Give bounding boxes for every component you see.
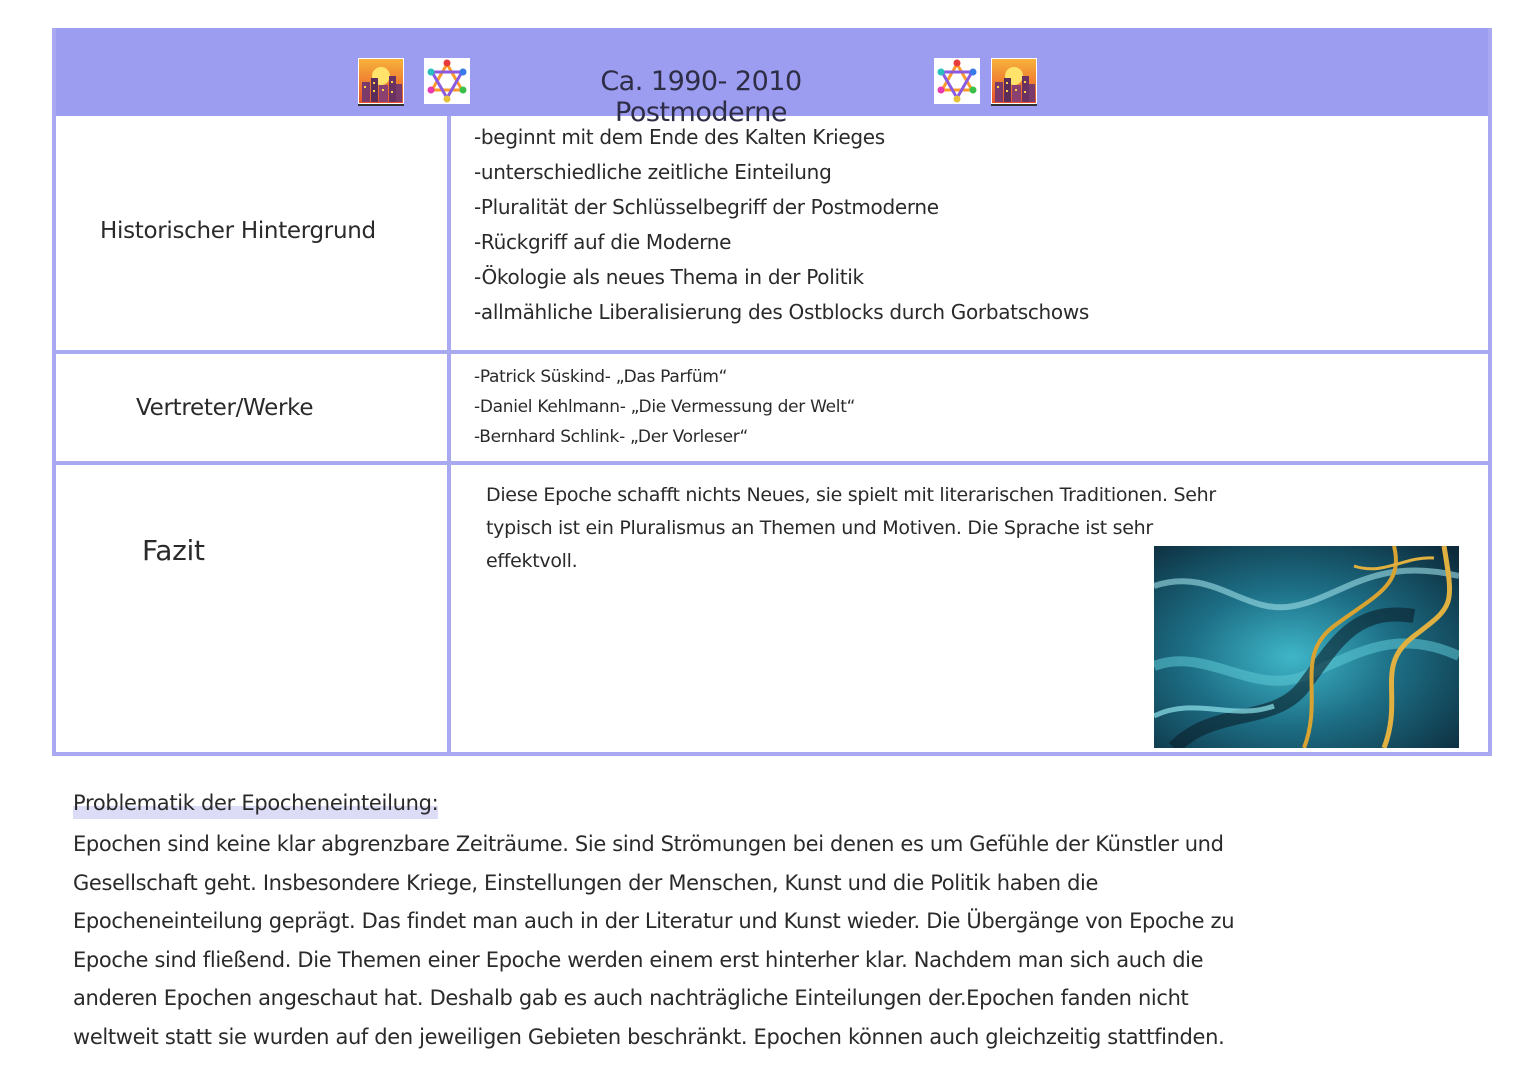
row-label-fazit: Fazit — [142, 534, 205, 567]
row-divider — [56, 461, 1488, 465]
list-item: -Ökologie als neues Thema in der Politik — [474, 265, 864, 289]
page-title: Ca. 1990- 2010 Postmoderne — [600, 66, 802, 128]
list-item: -allmähliche Liberalisierung des Ostblocks durch Gorbatschows — [474, 300, 1090, 324]
list-item: -Patrick Süskind- „Das Parfüm“ — [474, 367, 728, 387]
epoch-table — [52, 28, 1492, 756]
works-list — [474, 362, 855, 452]
city-sunset-icon — [991, 58, 1037, 104]
section-text: Epochen sind keine klar abgrenzbare Zeiträume. Sie sind Strömungen bei denen es um Gefühle der Künstler und Gesellschaft geht. Insbesondere Kriege, Einstellungen der Menschen, Kunst und die Politik haben die Epocheneinteilung geprägt. Das findet man auch in der Literatur und Kunst wieder. Die Übergänge von Epoche zu Epoche sind fließend. Die Themen einer Epoche werden einem erst hinterher klar. Nachdem man sich auch die anderen Epochen angeschaut hat. Deshalb gab es auch nachträgliche Einteilungen der.Epochen fanden nicht weltweit statt sie wurden auf den jeweiligen Gebieten beschränkt. Epochen können auch gleichzeitig stattfinden. — [73, 832, 1235, 1049]
city-sunset-icon — [358, 58, 404, 104]
people-circle-icon — [934, 58, 980, 104]
list-item: -beginnt mit dem Ende des Kalten Krieges — [474, 125, 885, 149]
list-item: -Bernhard Schlink- „Der Vorleser“ — [474, 427, 748, 447]
problem-section — [73, 787, 1273, 1056]
list-item: -Rückgriff auf die Moderne — [474, 230, 732, 254]
list-item: -Daniel Kehlmann- „Die Vermessung der Welt“ — [474, 397, 856, 417]
list-item: -unterschiedliche zeitliche Einteilung — [474, 160, 832, 184]
table-header — [56, 28, 1488, 128]
list-item: -Pluralität der Schlüsselbegriff der Postmoderne — [474, 195, 939, 219]
row-label-historical: Historischer Hintergrund — [100, 218, 376, 244]
row-label-works: Vertreter/Werke — [136, 395, 314, 421]
historical-list — [474, 120, 1089, 330]
row-divider — [56, 350, 1488, 354]
people-circle-icon — [424, 58, 470, 104]
marble-art-image — [1154, 546, 1459, 748]
section-title: Problematik der Epocheneinteilung: — [73, 787, 438, 819]
column-divider — [447, 116, 451, 756]
fazit-text: Diese Epoche schafft nichts Neues, sie spielt mit literarischen Traditionen. Sehr typisch ist ein Pluralismus an Themen und Motiven. Die Sprache ist sehr effektvoll. — [486, 484, 1216, 572]
